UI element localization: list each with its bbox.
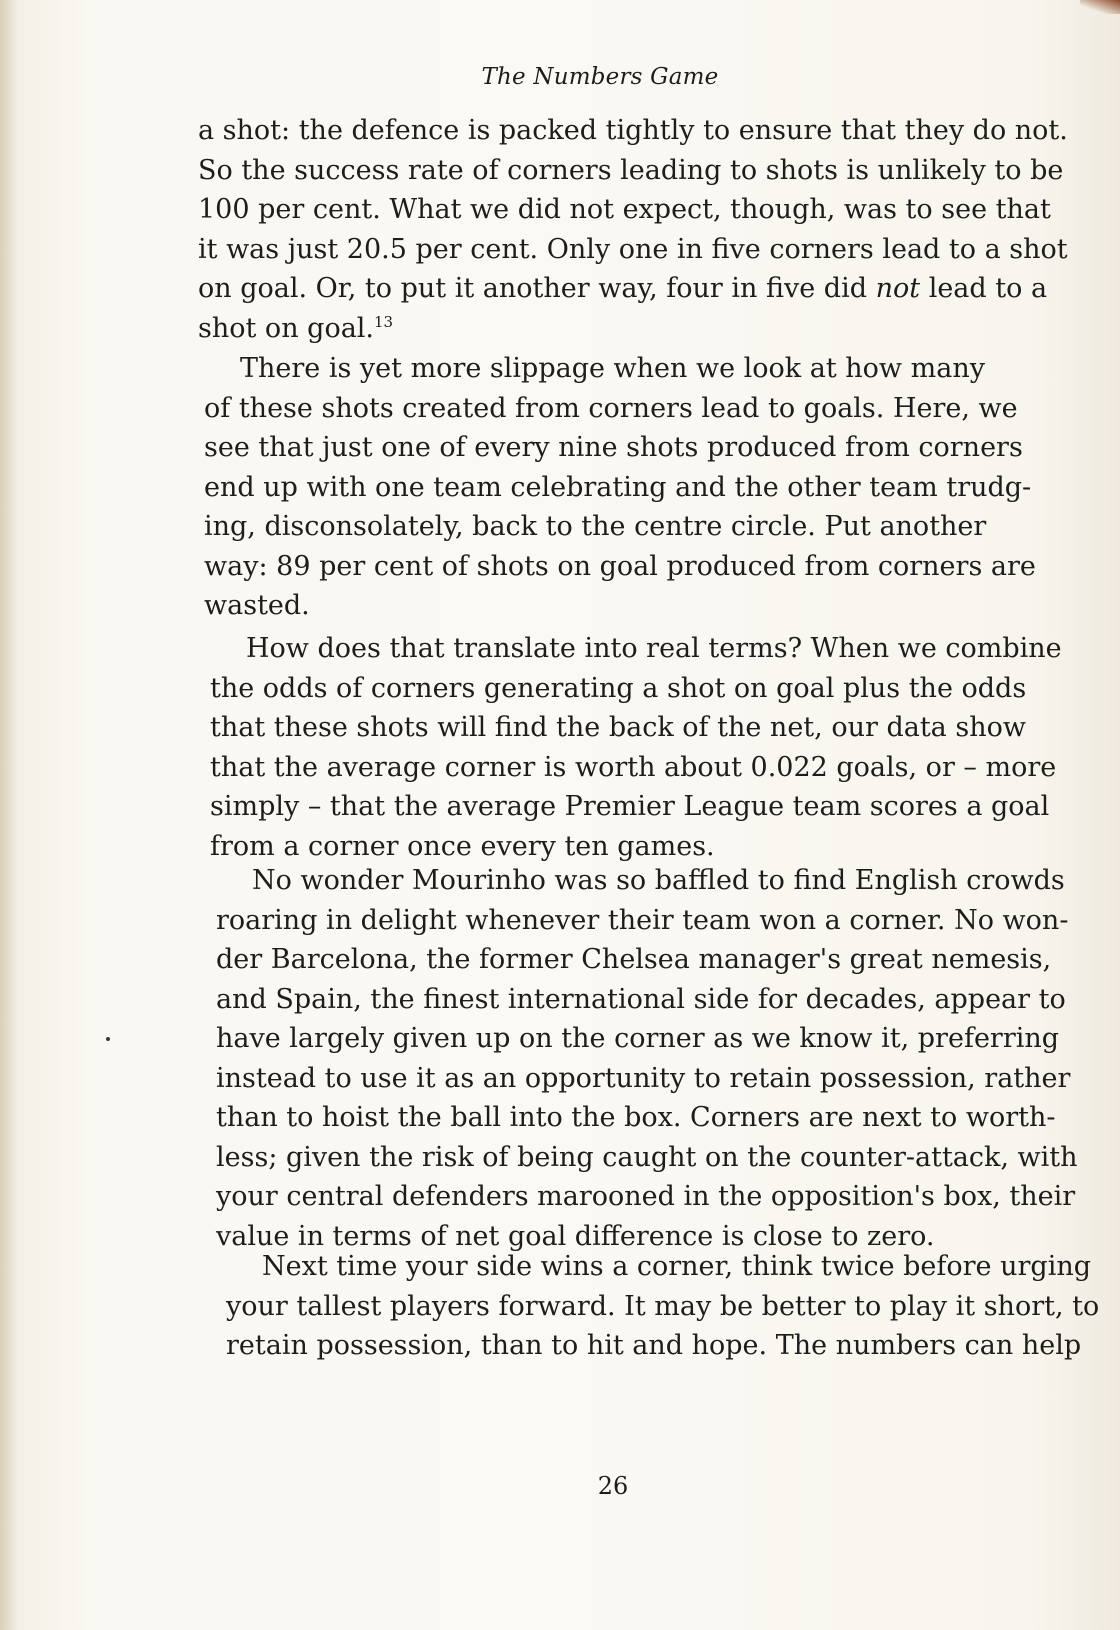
text-line: less; given the risk of being caught on the counter-attack, with — [216, 1141, 1078, 1173]
text-line: roaring in delight whenever their team won a corner. No won- — [216, 904, 1069, 936]
text-line: shot on goal. — [198, 312, 375, 344]
text-line: retain possession, than to hit and hope. The numbers can help — [226, 1330, 1082, 1361]
page-number: 26 — [597, 1472, 629, 1500]
footnote-ref: 13 — [374, 312, 394, 331]
text-line: the odds of corners generating a shot on goal plus the odds — [210, 672, 1027, 704]
text-line: So the success rate of corners leading to shots is unlikely to be — [198, 154, 1064, 186]
text-line: way: 89 per cent of shots on goal produced from corners are — [204, 550, 1036, 582]
text-line: 100 per cent. What we did not expect, though, was to see that — [198, 194, 1051, 225]
text-line: of these shots created from corners lead to goals. Here, we — [204, 392, 1018, 424]
emphasis: not — [875, 273, 921, 304]
paragraph-3 — [210, 629, 1062, 866]
page-gutter-shadow — [0, 0, 18, 1630]
paragraph-2 — [204, 349, 1036, 626]
text-line: than to hoist the ball into the box. Corners are next to worth- — [216, 1102, 1056, 1133]
text-line: How does that translate into real terms? When we combine — [246, 633, 1062, 664]
text-line: that these shots will find the back of the net, our data show — [210, 712, 1026, 743]
text-line: value in terms of net goal difference is close to zero. — [216, 1220, 935, 1252]
text-line: simply – that the average Premier League team scores a goal — [210, 791, 1050, 822]
paragraph-4 — [216, 861, 1078, 1256]
text-line: a shot: the defence is packed tightly to ensure that they do not. — [198, 115, 1068, 146]
text-line: your central defenders marooned in the opposition's box, their — [216, 1181, 1076, 1212]
paragraph-1 — [198, 111, 1068, 348]
text-line: ing, disconsolately, back to the centre circle. Put another — [204, 511, 987, 542]
text-line: have largely given up on the corner as we know it, preferring — [216, 1023, 1060, 1054]
page-corner-mark — [1080, 0, 1120, 14]
text-line: your tallest players forward. It may be better to play it short, to — [226, 1290, 1100, 1322]
text-line: see that just one of every nine shots produced from corners — [204, 432, 1023, 463]
text-line: der Barcelona, the former Chelsea manager's great nemesis, — [216, 944, 1052, 975]
running-head: The Numbers Game — [481, 64, 719, 90]
text-line: Next time your side wins a corner, think twice before urging — [262, 1251, 1091, 1282]
text-line: end up with one team celebrating and the other team trudg- — [204, 471, 1032, 503]
text-line: that the average corner is worth about 0.022 goals, or – more — [210, 751, 1057, 783]
text-line: instead to use it as an opportunity to retain possession, rather — [216, 1062, 1071, 1094]
paper-speck — [106, 1037, 110, 1041]
text-line: on goal. Or, to put it another way, four in five did not lead to a — [198, 273, 1048, 304]
text-line: No wonder Mourinho was so baffled to find English crowds — [252, 865, 1065, 896]
text-line-last — [198, 309, 964, 349]
text-line: from a corner once every ten games. — [210, 830, 715, 862]
text-line: and Spain, the finest international side for decades, appear to — [216, 983, 1066, 1015]
paragraph-5 — [226, 1247, 1100, 1366]
text-line: wasted. — [204, 590, 310, 621]
text-line: There is yet more slippage when we look at how many — [240, 353, 985, 384]
text-line: it was just 20.5 per cent. Only one in five corners lead to a shot — [198, 233, 1068, 265]
